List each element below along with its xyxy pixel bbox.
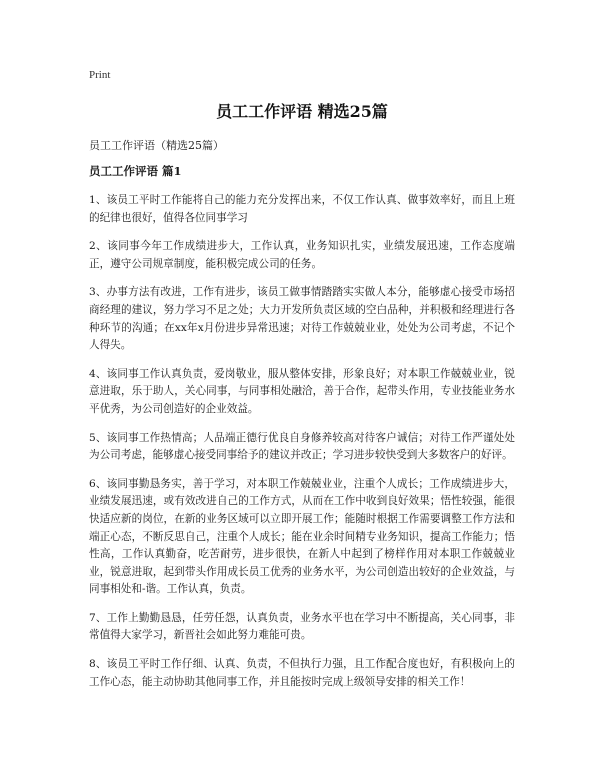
paragraph-7: 7、工作上勤勤恳恳，任劳任怨，认真负责，业务水平也在学习中不断提高，关心同事，非常值得大家学习，新晋社会如此努力难能可贵。 [89,611,515,642]
paragraph-4: 4、该同事工作认真负责，爱岗敬业，服从整体安排，形象良好；对本职工作兢兢业业，锐意进取，乐于助人，关心同事，与同事相处融洽，善于合作，起带头作用，专业技能业务水平优秀，为公司创造好的企业效益。 [89,367,515,415]
section-title: 员工工作评语 篇1 [89,164,182,178]
paragraph-5: 5、该同事工作热情高；人品端正德行优良自身修养较高对待客户诚信；对待工作严谨处处为公司考虑，能够虚心接受同事给予的建议并改正；学习进步较快受到大多数客户的好评。 [89,431,515,462]
paragraph-2: 2、该同事今年工作成绩进步大，工作认真，业务知识扎实，业绩发展迅速，工作态度端正，遵守公司规章制度，能积极完成公司的任务。 [89,240,515,270]
paragraph-3: 3、办事方法有改进，工作有进步，该员工做事情踏踏实实做人本分，能够虚心接受市场招商经理的建议，努力学习不足之处；大力开发所负责区域的空白品种，并积极和经理进行各种环节的沟通；在xx年x月份进步异常迅速；对待工作兢兢业业，处处为公司考虑，不记个人得失。 [89,286,515,352]
paragraph-1: 1、该员工平时工作能将自己的能力充分发挥出来，不仅工作认真、做事效率好，而且上班的纪律也很好，值得各位同事学习 [89,194,515,224]
print-label[interactable]: Print [89,69,111,81]
paragraph-6: 6、该同事勤恳务实，善于学习，对本职工作兢兢业业，注重个人成长；工作成绩进步大，业绩发展迅速，或有效改进自己的工作方式，从而在工作中收到良好效果；悟性较强，能很快适应新的岗位，在新的业务区域可以立即开展工作；能随时根据工作需要调整工作方法和端正心态，不断反思自己，注重个人成长；能在业余时间精专业务知识，提高工作能力；悟性高，工作认真勤奋，吃苦耐劳，进步很快，在新人中起到了榜样作用对本职工作兢兢业业，锐意进取，起到带头作用成长员工优秀的业务水平，为公司创造出较好的企业效益，与同事相处和-谐。工作认真，负责。 [89,477,515,596]
document-title: 员工工作评语 精选25篇 [216,102,388,121]
document-page [89,68,515,702]
paragraph-8: 8、该员工平时工作仔细、认真、负责，不但执行力强，且工作配合度也好，有积极向上的工作心态，能主动协助其他同事工作，并且能按时完成上级领导安排的相关工作！ [89,658,515,688]
document-subtitle: 员工工作评语（精选25篇） [89,139,224,152]
